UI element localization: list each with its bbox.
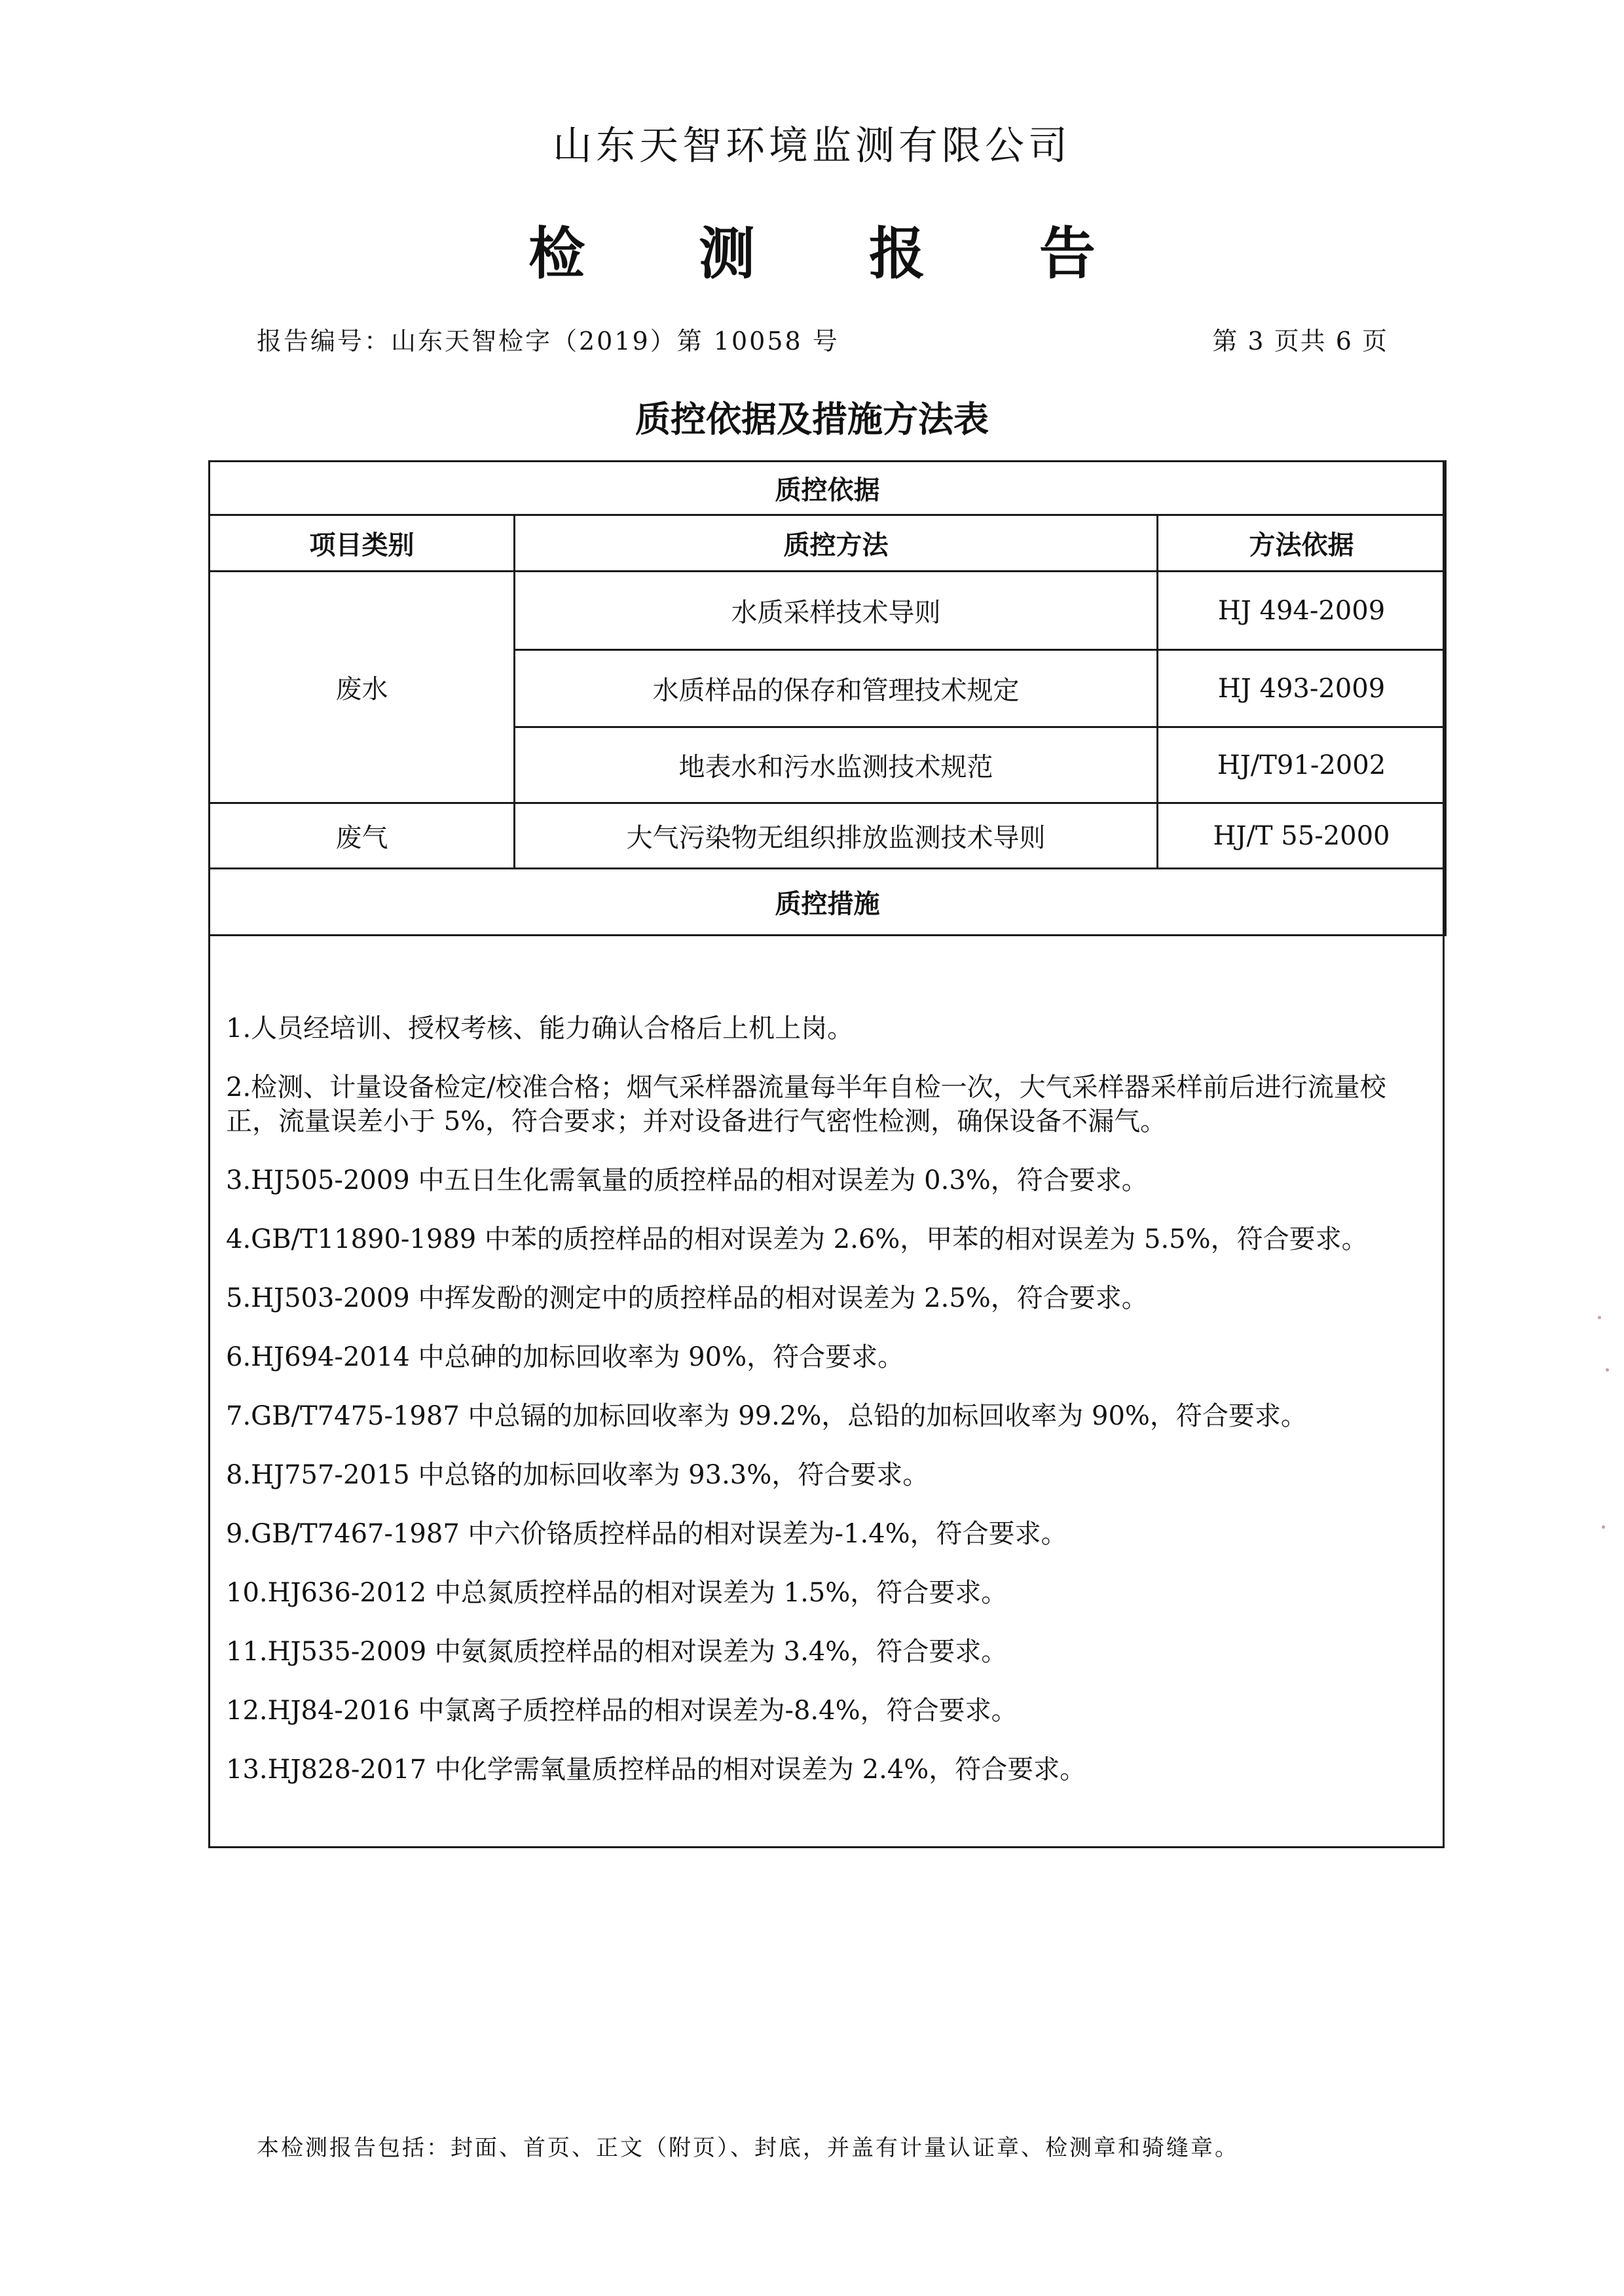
category-cell: 废水: [210, 572, 515, 803]
list-item: 7.GB/T7475-1987 中总镉的加标回收率为 99.2%，总铅的加标回收率为 90%，符合要求。: [226, 1401, 1307, 1431]
list-item: 6.HJ694-2014 中总砷的加标回收率为 90%，符合要求。: [226, 1342, 904, 1372]
qc-measures-list: [226, 1011, 1431, 1812]
method-cell: 水质样品的保存和管理技术规定: [515, 650, 1158, 727]
list-item: 11.HJ535-2009 中氨氮质控样品的相对误差为 3.4%，符合要求。: [226, 1637, 1008, 1667]
list-item: 5.HJ503-2009 中挥发酚的测定中的质控样品的相对误差为 2.5%，符合要求。: [226, 1283, 1148, 1313]
footer-note: 本检测报告包括：封面、首页、正文（附页）、封底，并盖有计量认证章、检测章和骑缝章。: [257, 2135, 1239, 2161]
company-name: 山东天智环境监测有限公司: [553, 123, 1071, 169]
scan-speck: [1606, 1368, 1609, 1372]
standard-cell: HJ/T 55-2000: [1158, 803, 1446, 869]
column-header-standard: 方法依据: [1158, 515, 1446, 572]
standard-cell: HJ/T91-2002: [1158, 727, 1446, 803]
list-item: 1.人员经培训、授权考核、能力确认合格后上机上岗。: [226, 1013, 854, 1044]
method-cell: 水质采样技术导则: [515, 572, 1158, 650]
list-item: 4.GB/T11890-1989 中苯的质控样品的相对误差为 2.6%，甲苯的相对误差为 5.5%，符合要求。: [226, 1224, 1368, 1254]
report-title: 检 测 报 告: [528, 221, 1143, 287]
report-number: 报告编号：山东天智检字（2019）第 10058 号: [257, 327, 840, 355]
list-item: 10.HJ636-2012 中总氮质控样品的相对误差为 1.5%，符合要求。: [226, 1578, 1008, 1608]
scan-speck: [1602, 1525, 1605, 1529]
list-item: 2.检测、计量设备检定/校准合格；烟气采样器流量每半年自检一次，大气采样器采样前后进行流量校正，流量误差小于 5%，符合要求；并对设备进行气密性检测，确保设备不漏气。: [226, 1072, 1386, 1137]
basis-section-title: 质控依据: [210, 462, 1446, 515]
table-row: [210, 803, 1446, 869]
list-item: 13.HJ828-2017 中化学需氧量质控样品的相对误差为 2.4%，符合要求。: [226, 1755, 1086, 1785]
standard-cell: HJ 494-2009: [1158, 572, 1446, 650]
method-cell: 大气污染物无组织排放监测技术导则: [515, 803, 1158, 869]
column-header-method: 质控方法: [515, 515, 1158, 572]
list-item: 3.HJ505-2009 中五日生化需氧量的质控样品的相对误差为 0.3%，符合要求。: [226, 1165, 1148, 1195]
column-header-category: 项目类别: [210, 515, 515, 572]
list-item: 8.HJ757-2015 中总铬的加标回收率为 93.3%，符合要求。: [226, 1460, 929, 1490]
table-title: 质控依据及措施方法表: [635, 398, 989, 440]
scan-speck: [1598, 1316, 1601, 1319]
list-item: 12.HJ84-2016 中氯离子质控样品的相对误差为-8.4%，符合要求。: [226, 1696, 1018, 1726]
method-cell: 地表水和污水监测技术规范: [515, 727, 1158, 803]
qc-table: [208, 460, 1447, 936]
list-item: 9.GB/T7467-1987 中六价铬质控样品的相对误差为-1.4%，符合要求。: [226, 1519, 1067, 1549]
measures-section-title: 质控措施: [210, 869, 1446, 936]
table-row: [210, 572, 1446, 650]
standard-cell: HJ 493-2009: [1158, 650, 1446, 727]
category-cell: 废气: [210, 803, 515, 869]
page-number: 第 3 页共 6 页: [1212, 327, 1388, 355]
